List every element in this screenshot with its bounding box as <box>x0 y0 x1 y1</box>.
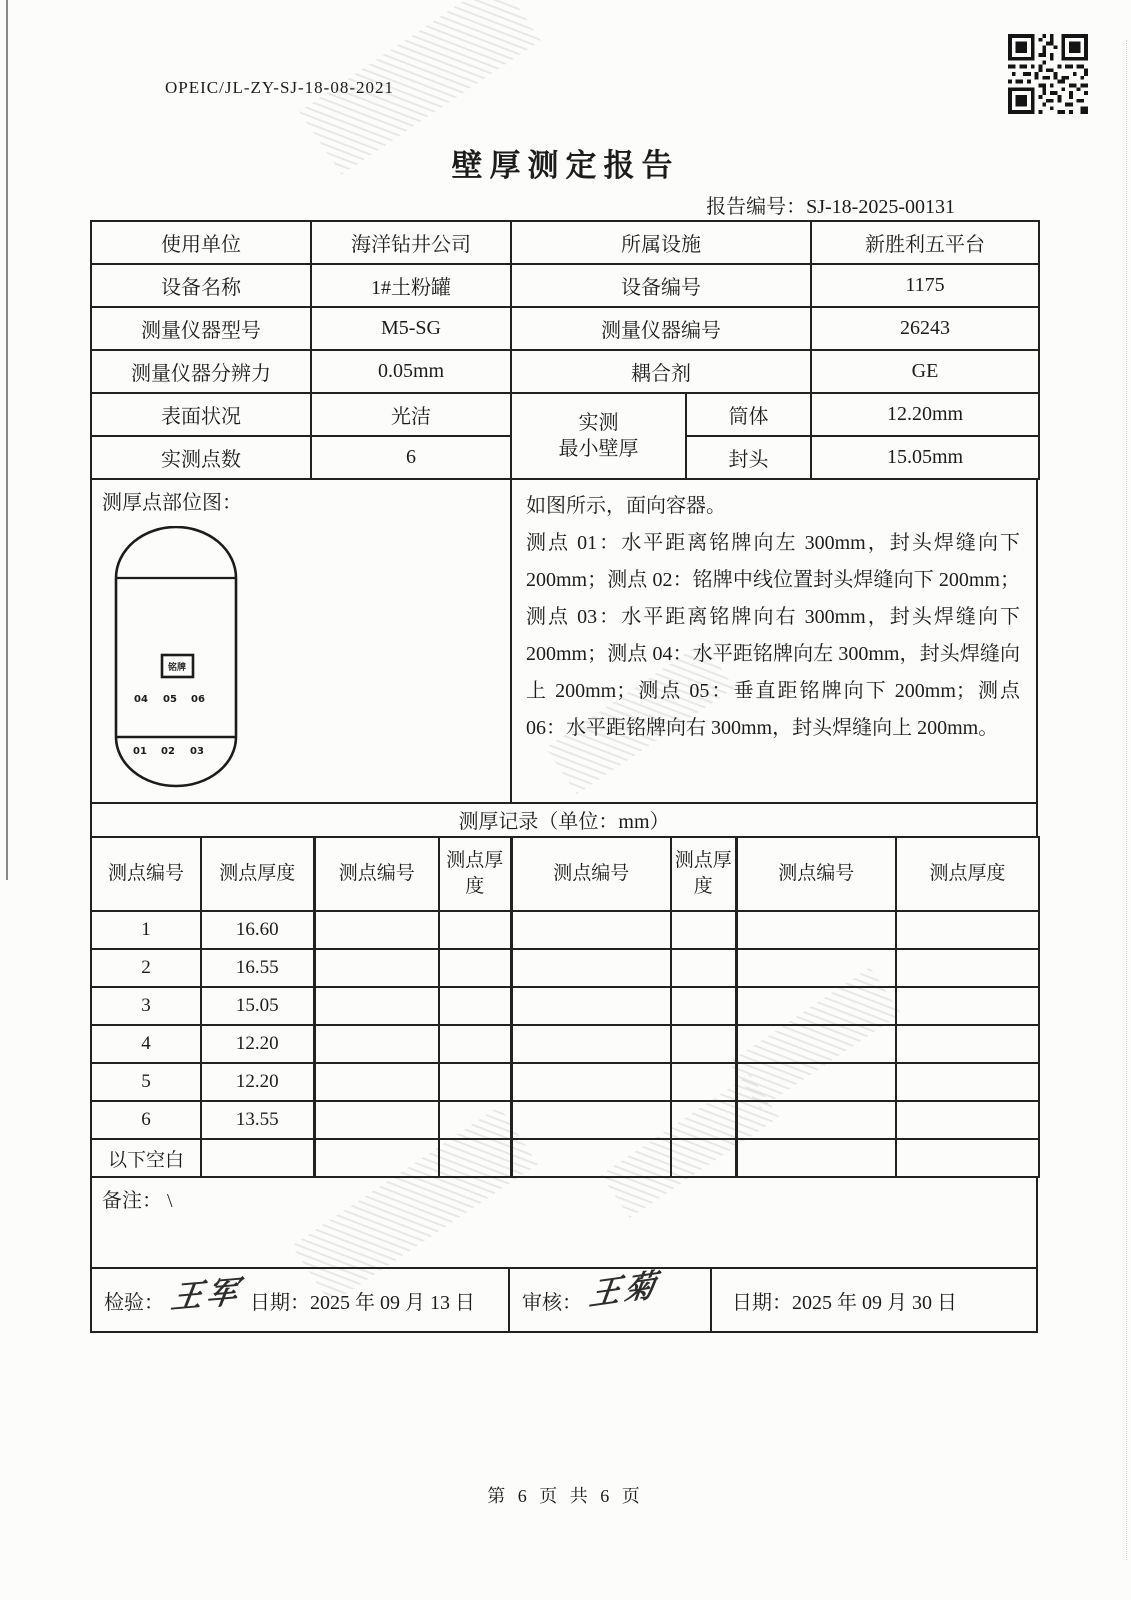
empty-cell <box>896 1101 1039 1139</box>
point-no-cell: 3 <box>91 987 201 1025</box>
empty-cell <box>314 1025 439 1063</box>
min-wall-label-cell <box>511 393 686 479</box>
empty-cell <box>511 1101 671 1139</box>
signoff-row <box>90 1267 1038 1333</box>
report-body <box>90 220 1038 1333</box>
point-label-01: 01 <box>133 746 147 757</box>
info-row <box>91 350 1039 393</box>
vessel-diagram <box>114 526 238 790</box>
measuring-point-section <box>90 478 1038 804</box>
point-label-06: 06 <box>191 694 205 705</box>
record-row <box>91 987 1039 1025</box>
point-label-04: 04 <box>134 694 148 705</box>
info-value-cell: M5-SG <box>311 307 511 350</box>
info-row <box>91 264 1039 307</box>
review-date-label: 日期： <box>732 1291 792 1314</box>
empty-cell <box>439 1063 511 1101</box>
info-label-cell: 测量仪器编号 <box>511 307 811 350</box>
column-header: 测点厚度 <box>671 837 736 911</box>
empty-cell <box>736 1139 896 1177</box>
head-label-cell: 封头 <box>686 436 811 479</box>
diagram-cell <box>92 480 512 802</box>
empty-cell <box>511 911 671 949</box>
page-title: 壁厚测定报告 <box>451 148 680 183</box>
min-wall-label-line1: 实测 <box>578 412 619 434</box>
info-value-cell: 6 <box>311 436 511 479</box>
empty-cell <box>896 1025 1039 1063</box>
review-date-cell <box>712 1269 1036 1331</box>
info-label-cell: 测量仪器分辨力 <box>91 350 311 393</box>
info-value-cell: 26243 <box>811 307 1039 350</box>
point-label-03: 03 <box>190 746 204 757</box>
description-body: 测点 01：水平距离铭牌向左 300mm，封头焊缝向下 200mm；测点 02：铭牌中线位置封头焊缝向下 200mm；测点 03：水平距离铭牌向右 300mm，封头焊缝向下 200mm；测点 04：水平距铭牌向左 300mm，封头焊缝向上 200mm；测点 05：垂直距铭牌向下 200mm；测点 06：水平距铭牌向右 300mm，封头焊缝向上 200mm。 <box>526 532 1020 739</box>
column-header: 测点厚度 <box>439 837 511 911</box>
info-label-cell: 设备名称 <box>91 264 311 307</box>
empty-cell <box>314 949 439 987</box>
scan-artifact-line <box>1126 40 1127 1560</box>
empty-cell <box>671 911 736 949</box>
record-row <box>91 1063 1039 1101</box>
info-row <box>91 307 1039 350</box>
empty-cell <box>896 949 1039 987</box>
empty-cell <box>511 987 671 1025</box>
shell-value-cell: 12.20mm <box>811 393 1039 436</box>
report-number <box>0 190 955 219</box>
empty-cell <box>439 1101 511 1139</box>
info-label-cell: 所属设施 <box>511 221 811 264</box>
empty-cell <box>896 1139 1039 1177</box>
point-no-cell: 2 <box>91 949 201 987</box>
info-row <box>91 221 1039 264</box>
review-date: 2025 年 09 月 30 日 <box>792 1291 957 1314</box>
record-row <box>91 949 1039 987</box>
info-label-cell: 表面状况 <box>91 393 311 436</box>
info-label-cell: 使用单位 <box>91 221 311 264</box>
remarks-row <box>90 1176 1038 1269</box>
min-wall-label-line2: 最小壁厚 <box>558 438 639 460</box>
record-row <box>91 1025 1039 1063</box>
empty-cell <box>736 911 896 949</box>
record-row <box>91 1139 1039 1177</box>
column-header: 测点厚度 <box>201 837 314 911</box>
empty-cell <box>439 949 511 987</box>
empty-cell <box>736 949 896 987</box>
empty-cell <box>314 1063 439 1101</box>
empty-cell <box>511 1139 671 1177</box>
point-label-02: 02 <box>161 746 175 757</box>
info-label-cell: 设备编号 <box>511 264 811 307</box>
point-no-cell: 1 <box>91 911 201 949</box>
inspector-date: 2025 年 09 月 13 日 <box>310 1291 475 1314</box>
inspector-date-label: 日期： <box>250 1291 310 1314</box>
empty-cell <box>671 1101 736 1139</box>
column-header: 测点编号 <box>91 837 201 911</box>
empty-cell <box>439 911 511 949</box>
empty-cell <box>736 987 896 1025</box>
record-row <box>91 911 1039 949</box>
info-label-cell: 测量仪器型号 <box>91 307 311 350</box>
info-value-cell: 1175 <box>811 264 1039 307</box>
empty-cell <box>314 987 439 1025</box>
reviewer-label: 审核： <box>522 1291 582 1314</box>
empty-cell <box>439 1025 511 1063</box>
point-no-cell: 4 <box>91 1025 201 1063</box>
description-intro: 如图所示，面向容器。 <box>526 495 726 517</box>
column-header: 测点编号 <box>511 837 671 911</box>
info-value-cell: 海洋钻井公司 <box>311 221 511 264</box>
reviewer-signature: 王菊 <box>587 1266 662 1312</box>
empty-cell <box>896 987 1039 1025</box>
empty-cell <box>736 1063 896 1101</box>
report-number-value: SJ-18-2025-00131 <box>806 196 955 218</box>
record-table <box>90 836 1040 1178</box>
empty-cell <box>511 1063 671 1101</box>
point-label-05: 05 <box>163 694 177 705</box>
column-header: 测点厚度 <box>896 837 1039 911</box>
thickness-cell: 13.55 <box>201 1101 314 1139</box>
info-label-cell: 实测点数 <box>91 436 311 479</box>
empty-cell <box>671 1063 736 1101</box>
info-value-cell: 新胜利五平台 <box>811 221 1039 264</box>
record-row <box>91 1101 1039 1139</box>
empty-cell <box>314 1101 439 1139</box>
empty-cell <box>671 949 736 987</box>
info-value-cell: 1#土粉罐 <box>311 264 511 307</box>
empty-cell <box>201 1139 314 1177</box>
blank-below-cell: 以下空白 <box>91 1139 201 1177</box>
empty-cell <box>736 1101 896 1139</box>
thickness-cell: 16.60 <box>201 911 314 949</box>
remarks-value: \ <box>167 1190 173 1212</box>
diagram-caption: 测厚点部位图： <box>102 492 242 514</box>
empty-cell <box>736 1025 896 1063</box>
empty-cell <box>671 987 736 1025</box>
point-no-cell: 5 <box>91 1063 201 1101</box>
info-table <box>90 220 1040 480</box>
empty-cell <box>511 1025 671 1063</box>
record-header-row <box>91 837 1039 911</box>
empty-cell <box>671 1139 736 1177</box>
scan-artifact-line <box>6 0 8 880</box>
column-header: 测点编号 <box>314 837 439 911</box>
point-no-cell: 6 <box>91 1101 201 1139</box>
inspector-cell <box>92 1269 510 1331</box>
qr-code-icon <box>1002 34 1094 114</box>
document-code: OPEIC/JL-ZY-SJ-18-08-2021 <box>165 78 394 97</box>
inspector-label: 检验： <box>104 1291 164 1314</box>
thickness-cell: 16.55 <box>201 949 314 987</box>
inspector-signature: 王军 <box>168 1273 245 1315</box>
empty-cell <box>314 911 439 949</box>
empty-cell <box>439 1139 511 1177</box>
column-header: 测点编号 <box>736 837 896 911</box>
record-table-title: 测厚记录（单位：mm） <box>90 802 1038 838</box>
empty-cell <box>439 987 511 1025</box>
info-value-cell: 光洁 <box>311 393 511 436</box>
empty-cell <box>314 1139 439 1177</box>
thickness-cell: 12.20 <box>201 1025 314 1063</box>
page-number: 第 6 页 共 6 页 <box>487 1486 644 1506</box>
thickness-cell: 15.05 <box>201 987 314 1025</box>
empty-cell <box>671 1025 736 1063</box>
info-value-cell: GE <box>811 350 1039 393</box>
thickness-cell: 12.20 <box>201 1063 314 1101</box>
empty-cell <box>511 949 671 987</box>
head-value-cell: 15.05mm <box>811 436 1039 479</box>
nameplate-label: 铭牌 <box>167 663 187 673</box>
info-label-cell: 耦合剂 <box>511 350 811 393</box>
description-cell <box>512 480 1036 802</box>
shell-label-cell: 筒体 <box>686 393 811 436</box>
reviewer-cell <box>510 1266 712 1331</box>
empty-cell <box>896 1063 1039 1101</box>
empty-cell <box>896 911 1039 949</box>
info-row <box>91 393 1039 436</box>
remarks-label: 备注： <box>102 1190 162 1212</box>
report-number-label: 报告编号： <box>706 196 807 218</box>
info-value-cell: 0.05mm <box>311 350 511 393</box>
